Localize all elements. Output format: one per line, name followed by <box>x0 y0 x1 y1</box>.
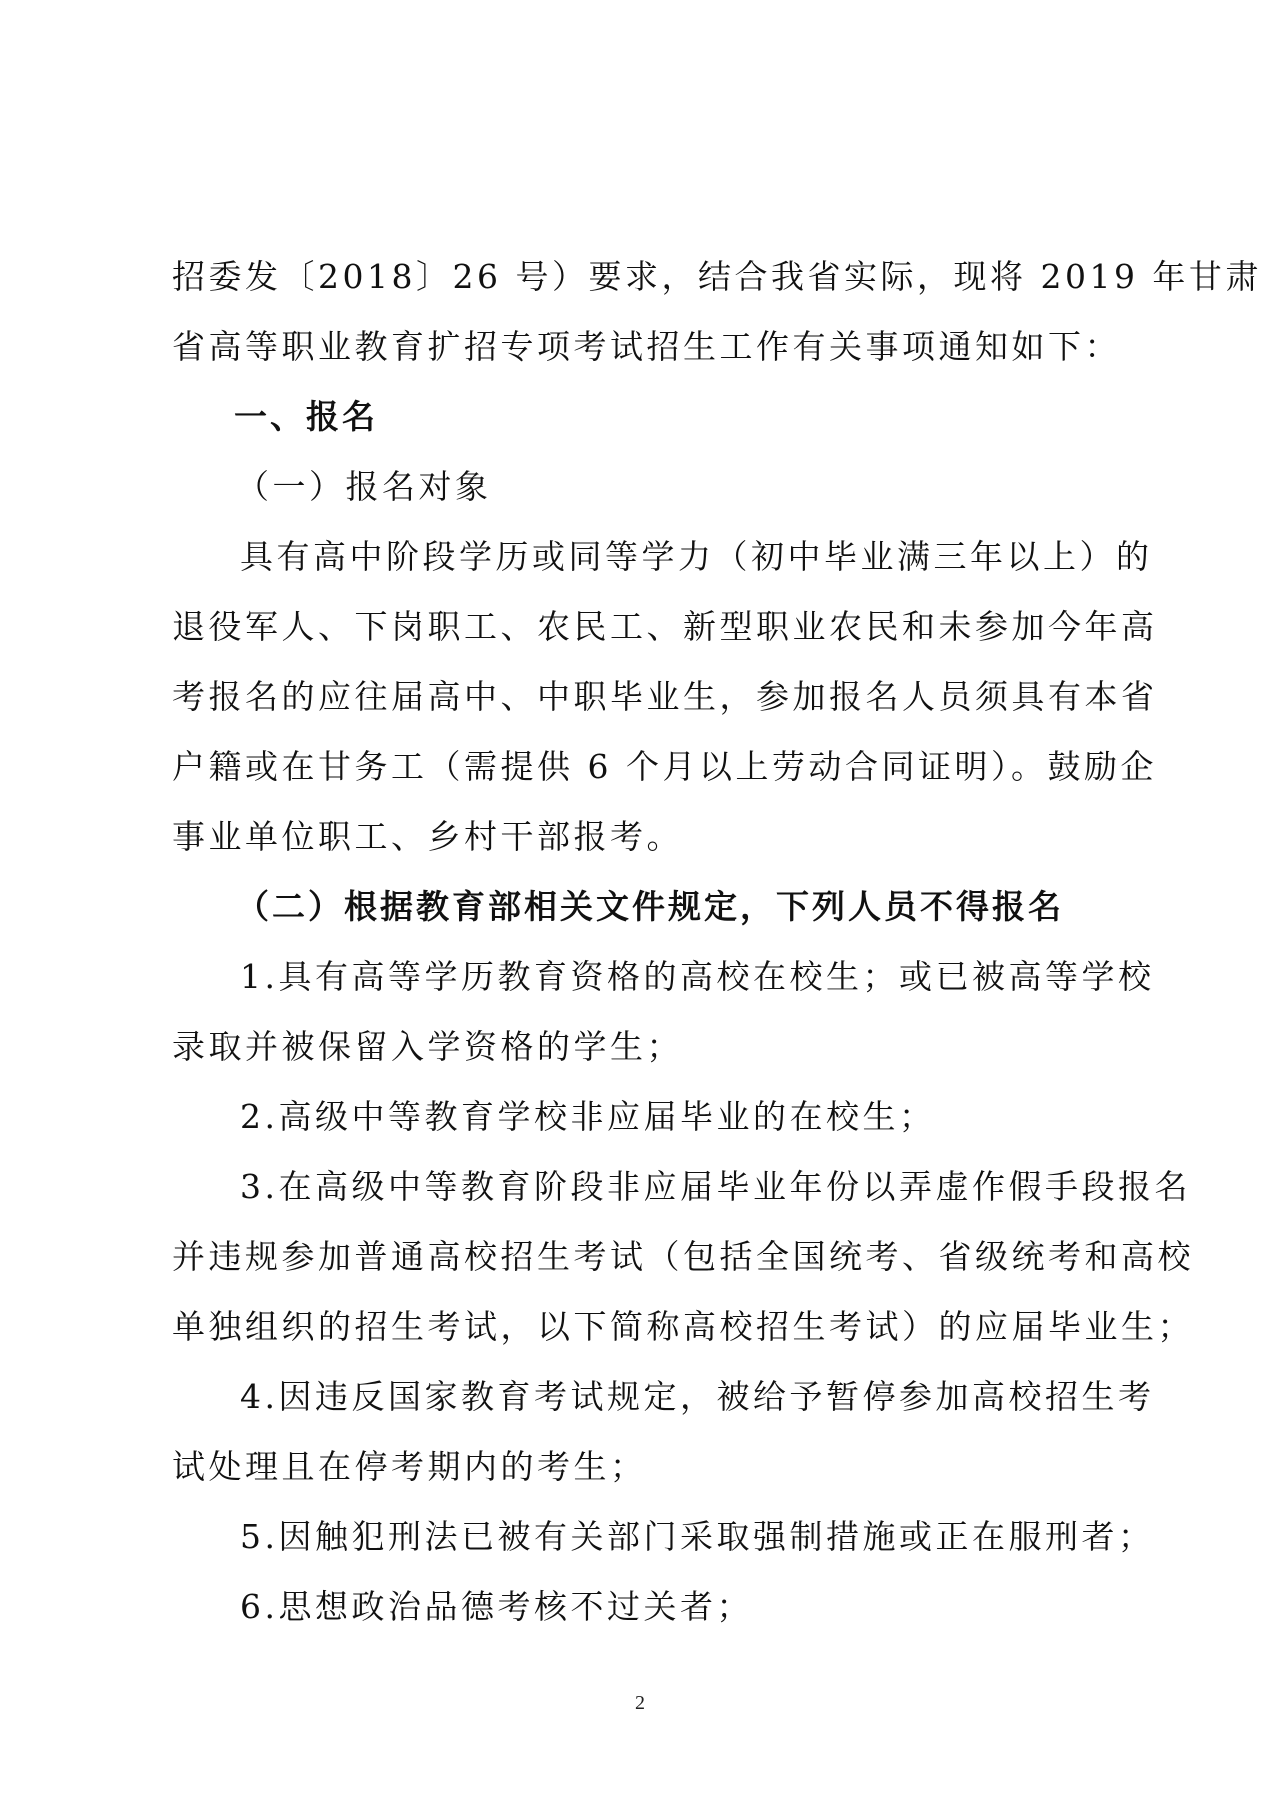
list-item-line: 5.因触犯刑法已被有关部门采取强制措施或正在服刑者； <box>240 1517 1155 1556</box>
page-number: 2 <box>635 1692 645 1714</box>
list-item-line: 试处理且在停考期内的考生； <box>172 1447 647 1486</box>
body-line: 事业单位职工、乡村干部报考。 <box>172 817 683 856</box>
subsection-heading: （一）报名对象 <box>236 467 492 506</box>
list-item-line: 1.具有高等学历教育资格的高校在校生；或已被高等学校 <box>240 957 1155 996</box>
list-item-line: 3.在高级中等教育阶段非应届毕业年份以弄虚作假手段报名 <box>240 1167 1191 1206</box>
list-item-line: 2.高级中等教育学校非应届毕业的在校生； <box>240 1097 936 1136</box>
subsection-heading: （二）根据教育部相关文件规定，下列人员不得报名 <box>236 887 1064 926</box>
body-line: 户籍或在甘务工（需提供 6 个月以上劳动合同证明）。鼓励企 <box>172 747 1157 786</box>
body-line: 具有高中阶段学历或同等学力（初中毕业满三年以上）的 <box>240 537 1153 576</box>
list-item-line: 4.因违反国家教育考试规定，被给予暂停参加高校招生考 <box>240 1377 1155 1416</box>
list-item-line: 并违规参加普通高校招生考试（包括全国统考、省级统考和高校 <box>172 1237 1194 1276</box>
list-item-line: 单独组织的招生考试，以下简称高校招生考试）的应届毕业生； <box>172 1307 1194 1346</box>
body-line: 省高等职业教育扩招专项考试招生工作有关事项通知如下： <box>172 327 1121 366</box>
section-heading: 一、报名 <box>234 397 378 436</box>
list-item-line: 6.思想政治品德考核不过关者； <box>240 1587 753 1626</box>
body-line: 招委发〔2018〕26 号）要求，结合我省实际，现将 2019 年甘肃 <box>172 257 1262 296</box>
document-body <box>172 242 1262 1642</box>
list-item-line: 录取并被保留入学资格的学生； <box>172 1027 683 1066</box>
body-line: 退役军人、下岗职工、农民工、新型职业农民和未参加今年高 <box>172 607 1158 646</box>
body-line: 考报名的应往届高中、中职毕业生，参加报名人员须具有本省 <box>172 677 1158 716</box>
